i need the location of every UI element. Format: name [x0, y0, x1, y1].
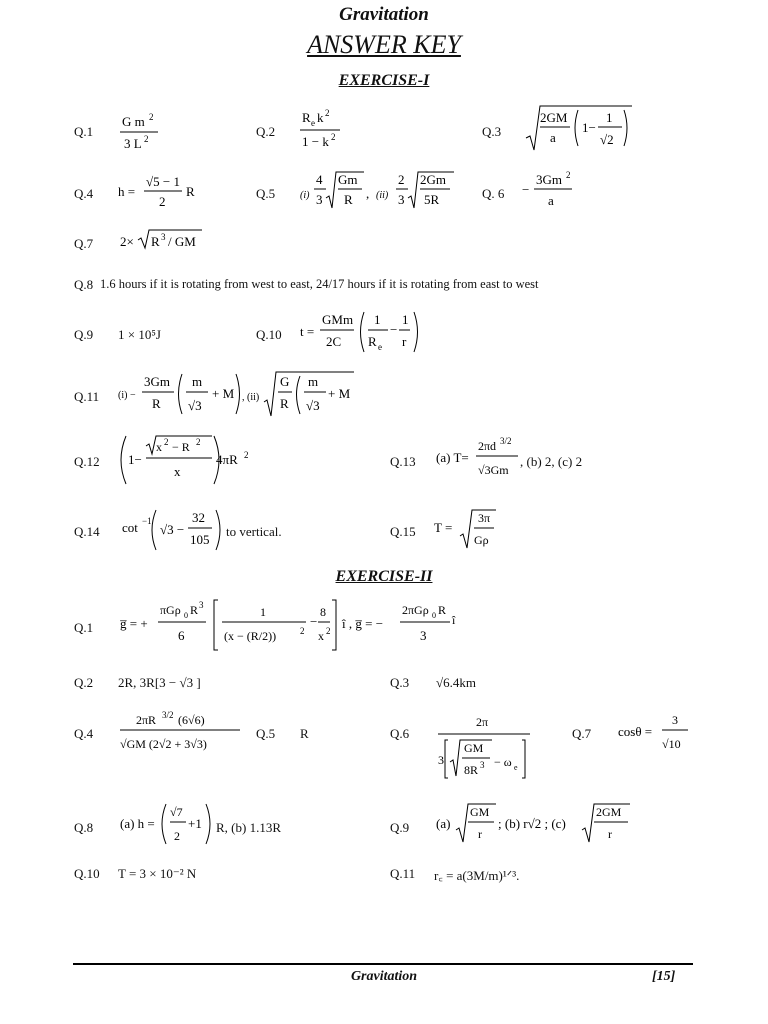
answer-formula — [116, 170, 206, 214]
svg-text:cosθ =: cosθ = — [618, 724, 653, 739]
answer-formula — [118, 800, 218, 848]
svg-text:0: 0 — [184, 611, 188, 620]
svg-text:−: − — [522, 182, 530, 197]
answer-formula — [116, 368, 366, 418]
svg-text:T =: T = — [434, 520, 453, 535]
svg-text:x: x — [156, 440, 162, 454]
chapter-title: Gravitation — [339, 4, 429, 25]
answer-formula — [118, 110, 178, 156]
answer-formula — [616, 708, 696, 754]
question-label: Q.12 — [74, 454, 100, 469]
svg-text:GMm: GMm — [322, 312, 354, 327]
svg-text:(a): (a) — [436, 816, 451, 831]
question-label: Q.8 — [74, 277, 94, 292]
svg-text:(a) h =: (a) h = — [120, 816, 155, 831]
svg-text:,: , — [366, 186, 370, 201]
svg-text:Gρ: Gρ — [474, 533, 489, 547]
svg-text:3: 3 — [316, 192, 323, 207]
svg-text:R: R — [190, 603, 199, 617]
svg-text:m: m — [192, 374, 203, 389]
svg-text:√3Gm: √3Gm — [478, 463, 509, 477]
svg-text:e: e — [514, 763, 518, 772]
svg-text:3: 3 — [398, 192, 405, 207]
svg-text:1: 1 — [402, 312, 409, 327]
svg-text:r: r — [608, 827, 612, 841]
footer-title: Gravitation — [350, 969, 418, 984]
svg-text:m: m — [308, 374, 319, 389]
question-label: Q.5 — [256, 726, 276, 741]
answer-text: √6.4km — [436, 675, 476, 690]
question-label: Q.3 — [390, 675, 410, 690]
svg-text:√10: √10 — [662, 737, 681, 751]
question-label: Q.9 — [74, 327, 94, 342]
svg-text:− ω: − ω — [494, 755, 512, 769]
svg-text:3π: 3π — [478, 511, 491, 525]
svg-text:√2: √2 — [600, 132, 614, 147]
svg-text:, (ii): , (ii) — [242, 392, 260, 403]
question-label: Q.2 — [256, 124, 276, 139]
svg-text:√3: √3 — [306, 398, 320, 413]
svg-text:3: 3 — [438, 753, 444, 767]
svg-text:2πR: 2πR — [136, 713, 157, 727]
svg-text:2×: 2× — [120, 234, 134, 249]
svg-text:R: R — [186, 184, 195, 199]
question-label: Q.1 — [74, 620, 94, 635]
svg-text:R: R — [438, 603, 447, 617]
svg-text:2: 2 — [398, 172, 405, 187]
answer-formula — [434, 800, 634, 848]
answer-formula — [118, 706, 248, 754]
svg-text:î: î — [452, 613, 456, 627]
answer-text: T = 3 × 10⁻² N — [118, 866, 197, 881]
svg-text:√3 −: √3 − — [160, 522, 185, 537]
svg-text:2: 2 — [326, 626, 331, 636]
svg-text:3/2: 3/2 — [162, 710, 174, 720]
answer-text: 2R, 3R[3 − √3 ] — [118, 675, 201, 690]
svg-text:3Gm: 3Gm — [536, 172, 562, 187]
svg-text:(ii): (ii) — [376, 190, 389, 201]
answer-text: R, (b) 1.13R — [216, 820, 281, 835]
svg-text:√GM (2√2 + 3√3): √GM (2√2 + 3√3) — [120, 737, 207, 751]
svg-text:1−: 1− — [582, 120, 596, 135]
question-label: Q.5 — [256, 186, 276, 201]
question-label: Q.8 — [74, 820, 94, 835]
svg-text:; (b) r√2 ; (c): ; (b) r√2 ; (c) — [498, 816, 566, 831]
svg-text:3: 3 — [672, 713, 678, 727]
svg-text:a: a — [550, 130, 556, 145]
svg-text:(x − (R/2)): (x − (R/2)) — [224, 629, 277, 643]
svg-text:R: R — [280, 396, 289, 411]
svg-text:8: 8 — [320, 605, 326, 619]
answer-formula — [118, 596, 468, 654]
question-label: Q.14 — [74, 524, 100, 539]
svg-text:4πR: 4πR — [216, 452, 238, 467]
answer-text: to vertical. — [226, 524, 282, 539]
question-label: Q.4 — [74, 726, 94, 741]
answer-formula — [298, 306, 428, 356]
svg-text:2: 2 — [325, 108, 330, 118]
svg-text:2: 2 — [331, 132, 336, 142]
svg-text:− R: − R — [172, 440, 190, 454]
svg-text:e: e — [378, 342, 382, 352]
answer-text: 1 × 10⁵J — [118, 327, 161, 342]
svg-text:GM: GM — [464, 741, 484, 755]
svg-text:(i) −: (i) − — [118, 390, 136, 401]
question-label: Q.4 — [74, 186, 94, 201]
svg-text:−1: −1 — [142, 516, 152, 526]
svg-text:2πd: 2πd — [478, 439, 497, 453]
answer-formula — [520, 168, 590, 214]
question-label: Q.6 — [390, 726, 410, 741]
svg-text:2: 2 — [300, 626, 305, 636]
svg-text:√3: √3 — [188, 398, 202, 413]
svg-text:+ M: + M — [212, 386, 235, 401]
svg-text:î , g̅ = −: î , g̅ = − — [342, 616, 384, 631]
svg-text:(i): (i) — [300, 190, 310, 201]
svg-text:R: R — [152, 396, 161, 411]
exercise-1-heading: EXERCISE-I — [338, 72, 430, 89]
svg-text:8R: 8R — [464, 763, 479, 777]
svg-text:2: 2 — [196, 437, 201, 447]
answer-formula — [298, 168, 458, 214]
answer-text: r꜀ = a(3M/m)¹ᐟ³. — [434, 868, 520, 883]
answer-text: R — [300, 726, 309, 741]
svg-text:32: 32 — [192, 510, 205, 525]
answer-formula — [432, 506, 512, 552]
svg-text:2πGρ: 2πGρ — [402, 603, 429, 617]
svg-text:Gm: Gm — [338, 172, 358, 187]
question-label: Q.11 — [390, 866, 416, 881]
question-label: Q.7 — [74, 236, 94, 251]
question-label: Q.9 — [390, 820, 410, 835]
svg-text:R: R — [344, 192, 353, 207]
svg-text:3/2: 3/2 — [500, 436, 512, 446]
svg-text:1: 1 — [374, 312, 381, 327]
svg-text:2: 2 — [164, 437, 169, 447]
question-label: Q.10 — [74, 866, 100, 881]
answer-formula — [524, 102, 634, 156]
svg-text:2: 2 — [566, 170, 571, 180]
svg-text:h =: h = — [118, 184, 136, 199]
svg-text:1: 1 — [606, 110, 613, 125]
svg-text:3: 3 — [161, 232, 166, 242]
svg-text:5R: 5R — [424, 192, 440, 207]
question-label: Q.10 — [256, 327, 282, 342]
svg-text:1−: 1− — [128, 452, 142, 467]
footer-divider — [73, 963, 693, 965]
svg-text:r: r — [478, 827, 482, 841]
svg-text:6: 6 — [178, 628, 185, 643]
svg-text:GM: GM — [470, 805, 490, 819]
answer-text: , (b) 2, (c) 2 — [520, 454, 583, 469]
answer-formula — [434, 432, 534, 484]
svg-text:3Gm: 3Gm — [144, 374, 170, 389]
question-label: Q.3 — [482, 124, 502, 139]
page-title: ANSWER KEY — [307, 30, 461, 59]
question-label: Q.7 — [572, 726, 592, 741]
svg-text:+1: +1 — [188, 816, 202, 831]
exercise-2-heading: EXERCISE-II — [335, 568, 433, 585]
question-label: Q.1 — [74, 124, 94, 139]
svg-text:cot: cot — [122, 520, 138, 535]
svg-text:R: R — [151, 234, 160, 249]
svg-text:g̅ = +: g̅ = + — [120, 616, 148, 631]
svg-text:(a) T=: (a) T= — [436, 450, 469, 465]
svg-text:−: − — [310, 614, 318, 629]
svg-text:G: G — [280, 374, 290, 389]
answer-formula — [120, 506, 230, 554]
page-number: [15] — [652, 969, 676, 984]
svg-text:2C: 2C — [326, 334, 342, 349]
svg-text:2: 2 — [144, 134, 149, 144]
svg-text:R: R — [368, 334, 377, 349]
svg-text:(6√6): (6√6) — [178, 713, 205, 727]
svg-text:2Gm: 2Gm — [420, 172, 446, 187]
question-label: Q.11 — [74, 389, 100, 404]
svg-text:1 − k: 1 − k — [302, 134, 329, 149]
svg-text:2: 2 — [149, 112, 154, 122]
svg-text:x: x — [318, 629, 324, 643]
answer-formula — [434, 710, 534, 782]
svg-text:3: 3 — [480, 760, 485, 770]
svg-text:a: a — [548, 193, 554, 208]
svg-text:3: 3 — [420, 628, 427, 643]
question-label: Q.15 — [390, 524, 416, 539]
svg-text:2π: 2π — [476, 715, 489, 729]
svg-text:√7: √7 — [170, 805, 183, 819]
answer-formula — [298, 106, 358, 154]
answer-formula — [118, 226, 218, 254]
answer-text: 1.6 hours if it is rotating from west to east, 24/17 hours if it is rotating from east to west — [100, 277, 539, 291]
svg-text:+ M: + M — [328, 386, 351, 401]
svg-text:R: R — [302, 110, 311, 125]
svg-text:2GM: 2GM — [596, 805, 622, 819]
svg-text:x: x — [174, 464, 181, 479]
question-label: Q.13 — [390, 454, 416, 469]
svg-text:t =: t = — [300, 324, 315, 339]
svg-text:√5 − 1: √5 − 1 — [146, 174, 180, 189]
svg-text:k: k — [317, 110, 324, 125]
svg-text:2: 2 — [159, 194, 166, 209]
svg-text:1: 1 — [260, 605, 266, 619]
svg-text:105: 105 — [190, 532, 210, 547]
svg-text:πGρ: πGρ — [160, 603, 181, 617]
svg-text:3: 3 — [199, 600, 204, 610]
svg-text:e: e — [311, 118, 315, 128]
svg-text:−: − — [390, 322, 398, 337]
svg-text:r: r — [402, 334, 407, 349]
question-label: Q.2 — [74, 675, 94, 690]
svg-text:3 L: 3 L — [124, 136, 142, 151]
svg-text:2GM: 2GM — [540, 110, 568, 125]
svg-text:0: 0 — [432, 611, 436, 620]
svg-text:/ GM: / GM — [168, 234, 196, 249]
svg-text:G m: G m — [122, 114, 145, 129]
svg-text:2: 2 — [174, 829, 180, 843]
svg-text:4: 4 — [316, 172, 323, 187]
question-label: Q. 6 — [482, 186, 505, 201]
svg-text:2: 2 — [244, 450, 249, 460]
answer-formula — [116, 432, 256, 488]
